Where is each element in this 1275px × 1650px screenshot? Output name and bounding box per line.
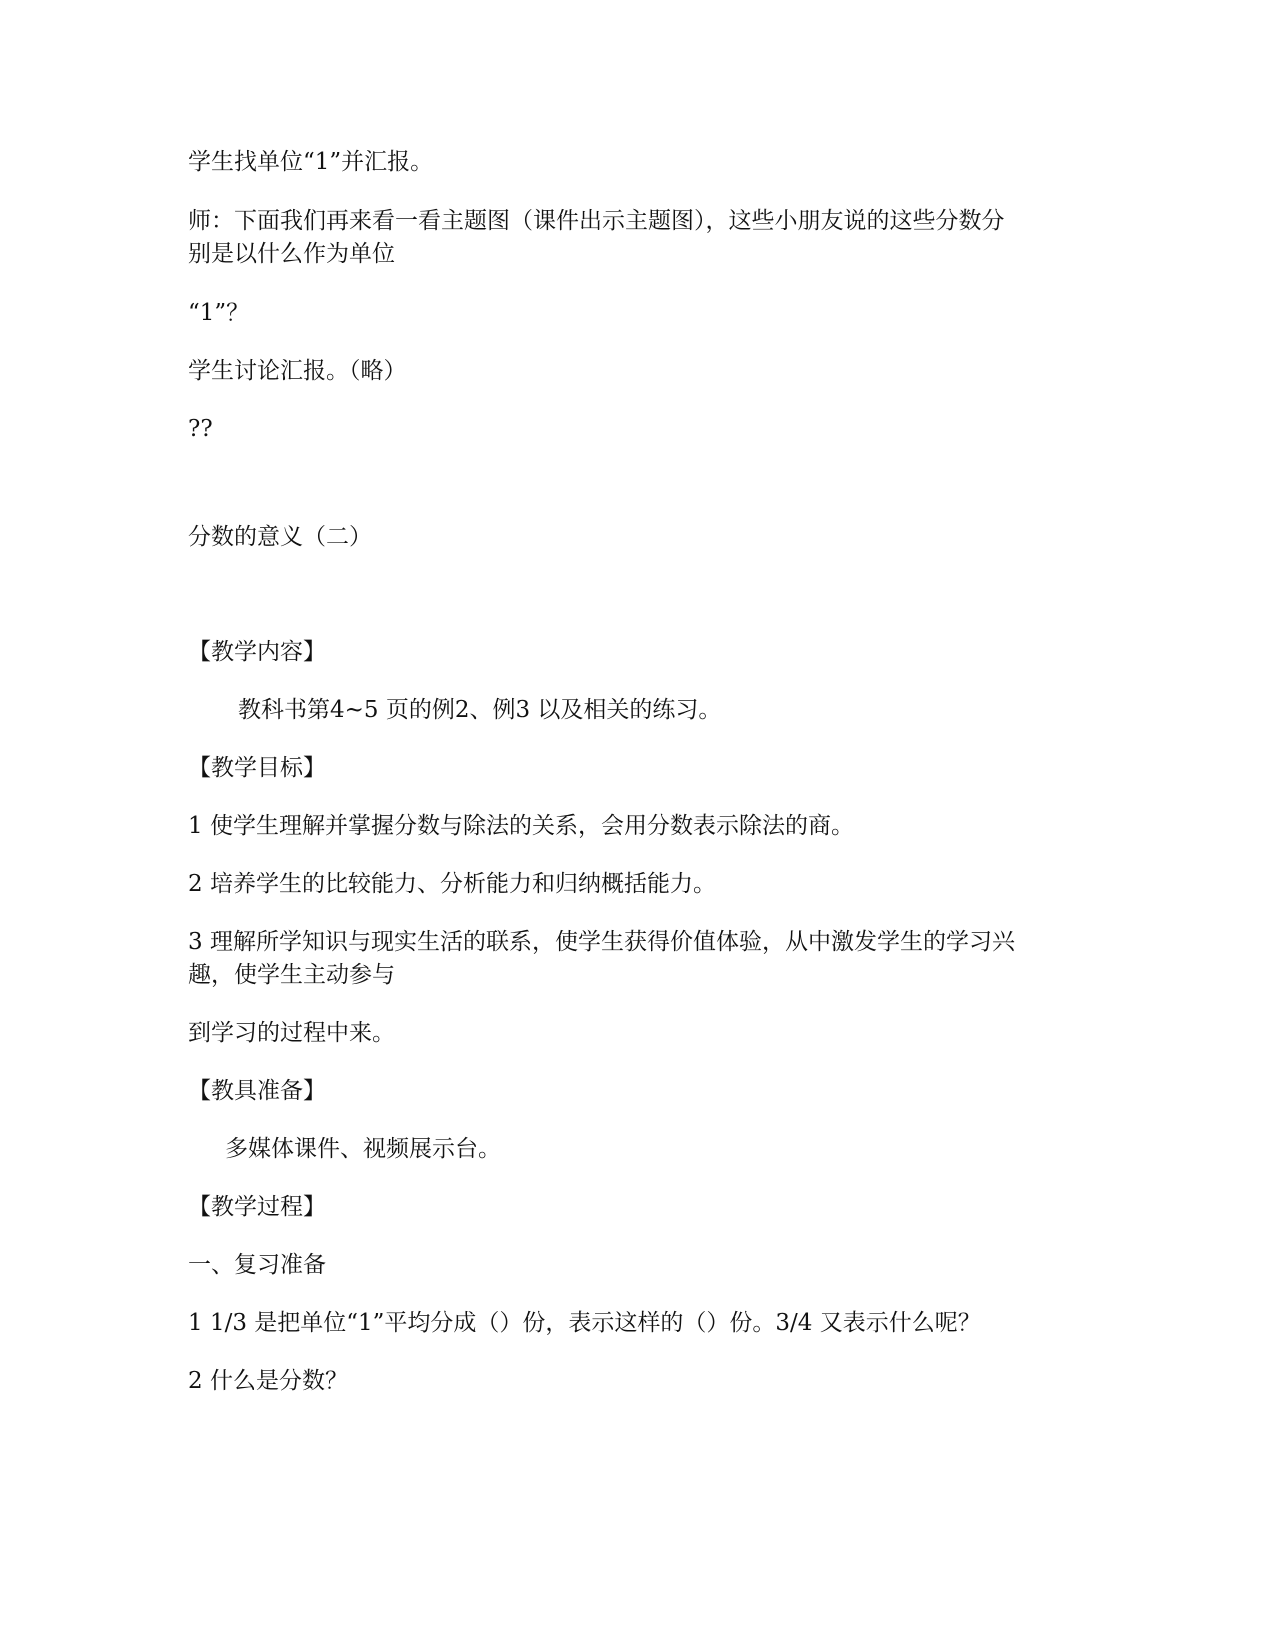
section-heading: 【教学过程】 bbox=[188, 1194, 326, 1220]
text-line: “1”？ bbox=[188, 300, 250, 326]
section-heading: 【教具准备】 bbox=[188, 1078, 326, 1104]
list-item: 2 什么是分数？ bbox=[188, 1368, 348, 1394]
text-line: 师：下面我们再来看一看主题图（课件出示主题图），这些小朋友说的这些分数分 bbox=[188, 208, 1005, 234]
text-line: 别是以什么作为单位 bbox=[188, 241, 395, 267]
text-line: 教科书第4~5 页的例2、例3 以及相关的练习。 bbox=[238, 697, 722, 723]
list-item: 1 1/3 是把单位“1”平均分成（）份，表示这样的（）份。3/4 又表示什么呢？ bbox=[188, 1310, 981, 1336]
section-heading: 【教学目标】 bbox=[188, 755, 326, 781]
section-heading: 【教学内容】 bbox=[188, 639, 326, 665]
text-line: 学生讨论汇报。（略） bbox=[188, 358, 407, 384]
subsection-heading: 一、复习准备 bbox=[188, 1252, 326, 1278]
list-item: 2 培养学生的比较能力、分析能力和归纳概括能力。 bbox=[188, 871, 716, 897]
text-line: ?? bbox=[188, 416, 213, 442]
text-line: 到学习的过程中来。 bbox=[188, 1020, 395, 1046]
text-line: 趣，使学生主动参与 bbox=[188, 962, 395, 988]
section-title: 分数的意义（二） bbox=[188, 524, 372, 550]
list-item: 1 使学生理解并掌握分数与除法的关系，会用分数表示除法的商。 bbox=[188, 813, 854, 839]
text-line: 学生找单位“1”并汇报。 bbox=[188, 149, 434, 175]
list-item: 3 理解所学知识与现实生活的联系，使学生获得价值体验，从中激发学生的学习兴 bbox=[188, 929, 1015, 955]
text-line: 多媒体课件、视频展示台。 bbox=[225, 1136, 501, 1162]
